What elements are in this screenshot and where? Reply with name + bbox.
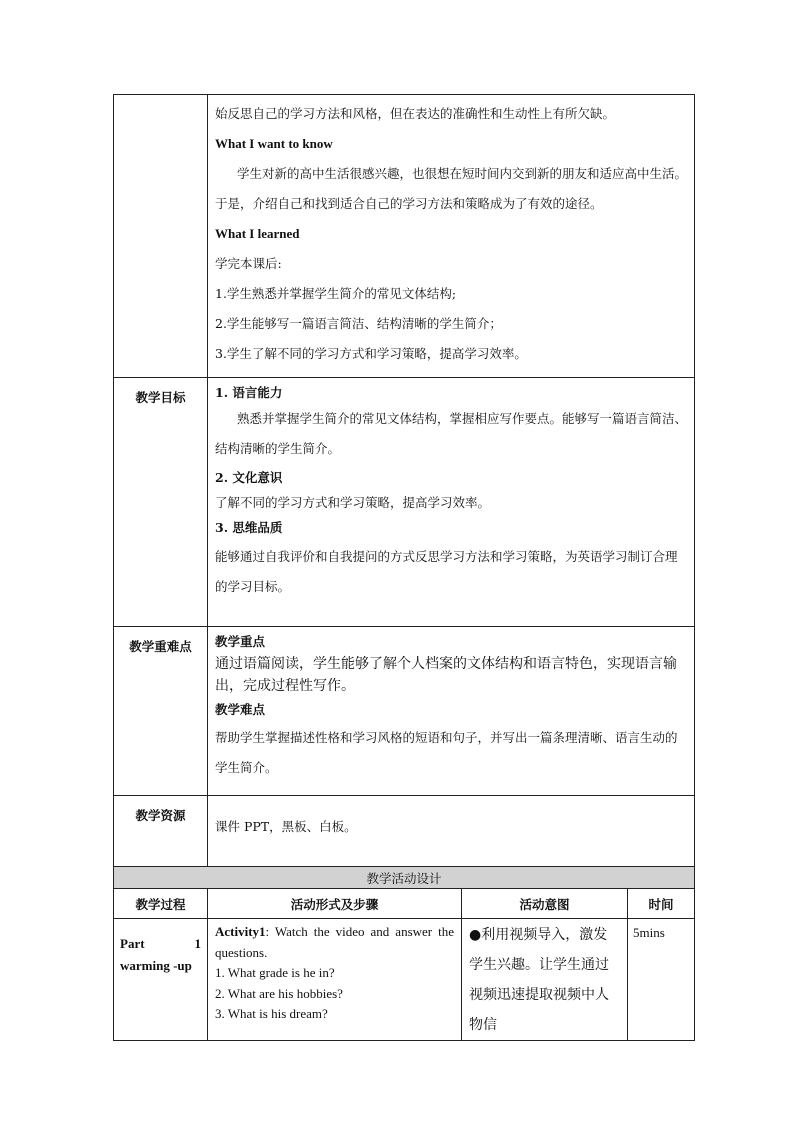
objective-heading-3: 3. 思维品质: [215, 520, 283, 535]
objectives-row: [114, 378, 695, 627]
resources-content-cell: [208, 796, 695, 867]
activity-row: [114, 919, 695, 1041]
part-label-cell: [114, 919, 208, 1041]
learned-item: 2.学生能够写一篇语言简洁、结构清晰的学生简介；: [215, 316, 502, 331]
part-label-word: Part: [120, 936, 145, 951]
activity-question: 3. What is his dream?: [215, 1006, 328, 1021]
key-points-content-cell: [208, 627, 695, 796]
resources-text: 课件 PPT，黑板、白板。: [215, 819, 357, 834]
objective-text-1: 熟悉并掌握学生简介的常见文体结构，掌握相应写作要点。能够写一篇语言简洁、结构清晰的学生简介。: [215, 411, 688, 456]
activity-time: 5mins: [633, 925, 665, 940]
activity-text: : Watch the video and answer the questions.: [215, 924, 454, 960]
activity-intent-text: ●利用视频导入，激发学生兴趣。让学生通过视频迅速提取视频中人物信: [469, 927, 609, 1033]
activity-header-row: [114, 889, 695, 919]
intro-label-cell: [114, 95, 208, 378]
lesson-plan-page: [113, 94, 694, 1041]
part-label-number: 1: [194, 936, 201, 951]
objectives-label: 教学目标: [114, 378, 208, 627]
difficulty-text: 帮助学生掌握描述性格和学习风格的短语和句子，并写出一篇条理清晰、语言生动的学生简介。: [215, 730, 678, 775]
activity-title: Activity1: [215, 924, 266, 939]
key-points-label: 教学重难点: [114, 627, 208, 796]
difficulty-heading: 教学难点: [215, 702, 266, 717]
objective-text-2: 了解不同的学习方式和学习策略，提高学习效率。: [215, 495, 491, 510]
objective-text-3: 能够通过自我评价和自我提问的方式反思学习方法和学习策略，为英语学习制订合理的学习目标。: [215, 549, 678, 594]
activity-question: 1. What grade is he in?: [215, 965, 335, 980]
intro-line: 始反思自己的学习方法和风格，但在表达的准确性和生动性上有所欠缺。: [215, 106, 616, 121]
objective-heading-2: 2. 文化意识: [215, 470, 283, 485]
activity-intent-cell: [462, 919, 628, 1041]
learned-heading: What I learned: [215, 226, 300, 241]
header-process: 教学过程: [114, 889, 208, 919]
header-intent: 活动意图: [462, 889, 628, 919]
objective-heading-1: 1. 语言能力: [215, 385, 283, 400]
activity-design-title: 教学活动设计: [114, 867, 695, 889]
key-point-text: 通过语篇阅读，学生能够了解个人档案的文体结构和语言特色，实现语言输出，完成过程性写作。: [215, 656, 677, 694]
activity-question: 2. What are his hobbies?: [215, 985, 343, 1001]
activity-design-title-row: [114, 867, 695, 889]
intro-row: [114, 95, 695, 378]
activity-intro: [215, 922, 454, 963]
key-point-heading: 教学重点: [215, 634, 266, 649]
intro-content-cell: [208, 95, 695, 378]
activity-steps-cell: [208, 919, 462, 1041]
key-points-row: [114, 627, 695, 796]
resources-row: [114, 796, 695, 867]
header-time: 时间: [628, 889, 695, 919]
objectives-content-cell: [208, 378, 695, 627]
part-label-name: warming -up: [120, 958, 192, 973]
resources-label: 教学资源: [114, 796, 208, 867]
activity-time-cell: [628, 919, 695, 1041]
header-steps: 活动形式及步骤: [208, 889, 462, 919]
part-label-line: [120, 933, 201, 955]
lesson-plan-table: [113, 94, 695, 1041]
want-heading: What I want to know: [215, 136, 333, 151]
want-text: 学生对新的高中生活很感兴趣，也很想在短时间内交到新的朋友和适应高中生活。于是，介绍自己和找到适合自己的学习方法和策略成为了有效的途径。: [215, 166, 688, 211]
learned-item: 1.学生熟悉并掌握学生简介的常见文体结构;: [215, 286, 457, 301]
learned-intro: 学完本课后:: [215, 256, 282, 271]
learned-item: 3.学生了解不同的学习方式和学习策略，提高学习效率。: [215, 346, 527, 361]
